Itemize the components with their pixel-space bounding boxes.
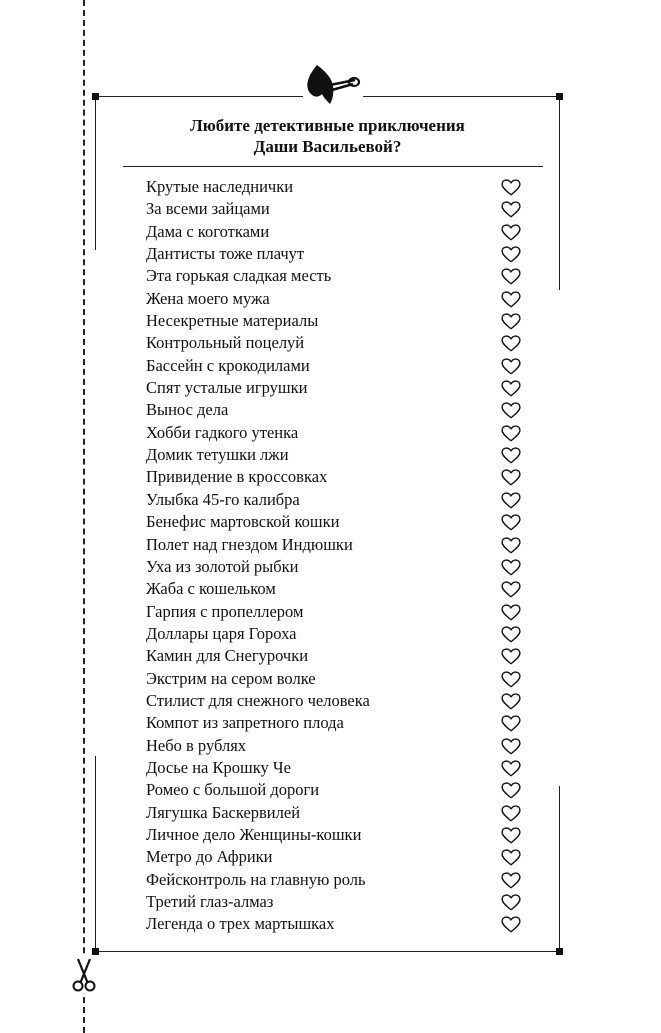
book-title: Доллары царя Гороха bbox=[146, 623, 297, 643]
book-title: Бенефис мартовской кошки bbox=[146, 512, 340, 532]
book-title: Третий глаз-алмаз bbox=[146, 892, 274, 911]
heart-outline-icon[interactable] bbox=[499, 872, 523, 889]
frame-corner bbox=[556, 93, 563, 100]
cut-line bbox=[83, 0, 85, 1033]
list-item bbox=[146, 265, 526, 287]
book-title: Фейсконтроль на главную роль bbox=[146, 869, 366, 889]
list-item bbox=[146, 399, 526, 421]
heart-outline-icon[interactable] bbox=[499, 268, 523, 285]
book-title: Стилист для снежного человека bbox=[146, 690, 370, 710]
heart-outline-icon[interactable] bbox=[499, 581, 523, 598]
heart-outline-icon[interactable] bbox=[499, 246, 523, 263]
book-title: За всеми зайцами bbox=[146, 199, 270, 219]
list-item bbox=[146, 466, 526, 488]
heart-outline-icon[interactable] bbox=[499, 559, 523, 576]
list-item bbox=[146, 846, 526, 868]
list-item bbox=[146, 288, 526, 310]
heart-outline-icon[interactable] bbox=[499, 224, 523, 241]
frame-corner bbox=[556, 948, 563, 955]
book-title: Крутые наследнички bbox=[146, 177, 294, 196]
title-divider bbox=[123, 166, 543, 167]
list-item bbox=[146, 913, 526, 935]
list-item bbox=[146, 176, 526, 198]
list-item bbox=[146, 221, 526, 243]
book-title: Компот из запретного плода bbox=[146, 713, 344, 733]
heart-outline-icon[interactable] bbox=[499, 604, 523, 621]
frame-corner bbox=[92, 948, 99, 955]
list-item bbox=[146, 668, 526, 690]
list-item bbox=[146, 779, 526, 801]
list-item bbox=[146, 690, 526, 712]
book-title: Привидение в кроссовках bbox=[146, 467, 328, 487]
heart-outline-icon[interactable] bbox=[499, 693, 523, 710]
book-title: Личное дело Женщины-кошки bbox=[146, 824, 362, 844]
book-title: Эта горькая сладкая месть bbox=[146, 266, 332, 286]
heart-outline-icon[interactable] bbox=[499, 537, 523, 554]
list-item bbox=[146, 511, 526, 533]
list-item bbox=[146, 601, 526, 623]
title-line-2: Даши Васильевой? bbox=[253, 137, 402, 156]
title-line-1: Любите детективные приключения bbox=[190, 116, 465, 135]
book-title: Легенда о трех мартышках bbox=[146, 914, 335, 934]
list-item bbox=[146, 444, 526, 466]
list-item bbox=[146, 735, 526, 757]
list-item bbox=[146, 198, 526, 220]
list-item bbox=[146, 712, 526, 734]
frame-corner bbox=[92, 93, 99, 100]
heart-outline-icon[interactable] bbox=[499, 201, 523, 218]
heart-outline-icon[interactable] bbox=[499, 358, 523, 375]
book-title: Досье на Крошку Че bbox=[146, 757, 291, 777]
heart-outline-icon[interactable] bbox=[499, 469, 523, 486]
book-title: Жаба с кошельком bbox=[146, 579, 276, 599]
book-title: Улыбка 45-го калибра bbox=[146, 489, 300, 509]
book-title: Хобби гадкого утенка bbox=[146, 422, 299, 442]
heart-outline-icon[interactable] bbox=[499, 805, 523, 822]
heart-outline-icon[interactable] bbox=[499, 402, 523, 419]
heart-outline-icon[interactable] bbox=[499, 335, 523, 352]
heart-outline-icon[interactable] bbox=[499, 916, 523, 933]
book-title: Уха из золотой рыбки bbox=[146, 556, 299, 576]
list-item bbox=[146, 824, 526, 846]
scissors-icon bbox=[70, 957, 98, 993]
heart-outline-icon[interactable] bbox=[499, 827, 523, 844]
list-item bbox=[146, 757, 526, 779]
list-item bbox=[146, 869, 526, 891]
book-title: Метро до Африки bbox=[146, 847, 273, 867]
list-item bbox=[146, 489, 526, 511]
heart-outline-icon[interactable] bbox=[499, 782, 523, 799]
heart-outline-icon[interactable] bbox=[499, 760, 523, 777]
page-title bbox=[100, 115, 555, 157]
book-title: Спят усталые игрушки bbox=[146, 378, 308, 398]
book-title: Вынос дела bbox=[146, 400, 229, 420]
heart-outline-icon[interactable] bbox=[499, 425, 523, 442]
heart-outline-icon[interactable] bbox=[499, 849, 523, 866]
list-item bbox=[146, 802, 526, 824]
list-item bbox=[146, 377, 526, 399]
book-title: Гарпия с пропеллером bbox=[146, 601, 304, 621]
list-item bbox=[146, 332, 526, 354]
book-title: Дантисты тоже плачут bbox=[146, 244, 305, 264]
book-title: Жена моего мужа bbox=[146, 288, 270, 308]
heart-outline-icon[interactable] bbox=[499, 313, 523, 330]
list-item bbox=[146, 623, 526, 645]
heart-outline-icon[interactable] bbox=[499, 514, 523, 531]
book-title: Контрольный поцелуй bbox=[146, 333, 305, 353]
heart-with-pin-icon bbox=[303, 62, 363, 106]
book-title: Лягушка Баскервилей bbox=[146, 802, 301, 822]
list-item bbox=[146, 534, 526, 556]
heart-outline-icon[interactable] bbox=[499, 715, 523, 732]
list-item bbox=[146, 355, 526, 377]
heart-outline-icon[interactable] bbox=[499, 894, 523, 911]
list-item bbox=[146, 422, 526, 444]
book-title: Ромео с большой дороги bbox=[146, 780, 320, 800]
heart-outline-icon[interactable] bbox=[499, 447, 523, 464]
heart-outline-icon[interactable] bbox=[499, 648, 523, 665]
list-item bbox=[146, 891, 526, 913]
book-list bbox=[146, 176, 526, 936]
heart-outline-icon[interactable] bbox=[499, 291, 523, 308]
list-item bbox=[146, 556, 526, 578]
book-title: Несекретные материалы bbox=[146, 311, 319, 331]
book-title: Камин для Снегурочки bbox=[146, 646, 309, 666]
heart-outline-icon[interactable] bbox=[499, 492, 523, 509]
heart-outline-icon[interactable] bbox=[499, 179, 523, 196]
heart-outline-icon[interactable] bbox=[499, 626, 523, 643]
book-title: Экстрим на сером волке bbox=[146, 668, 316, 688]
book-title: Бассейн с крокодилами bbox=[146, 355, 310, 375]
heart-outline-icon[interactable] bbox=[499, 738, 523, 755]
book-title: Дама с коготками bbox=[146, 221, 270, 241]
list-item bbox=[146, 310, 526, 332]
heart-outline-icon[interactable] bbox=[499, 671, 523, 688]
book-title: Небо в рублях bbox=[146, 735, 247, 755]
list-item bbox=[146, 243, 526, 265]
book-title: Домик тетушки лжи bbox=[146, 445, 289, 465]
list-item bbox=[146, 645, 526, 667]
list-item bbox=[146, 578, 526, 600]
book-title: Полет над гнездом Индюшки bbox=[146, 534, 353, 554]
heart-outline-icon[interactable] bbox=[499, 380, 523, 397]
